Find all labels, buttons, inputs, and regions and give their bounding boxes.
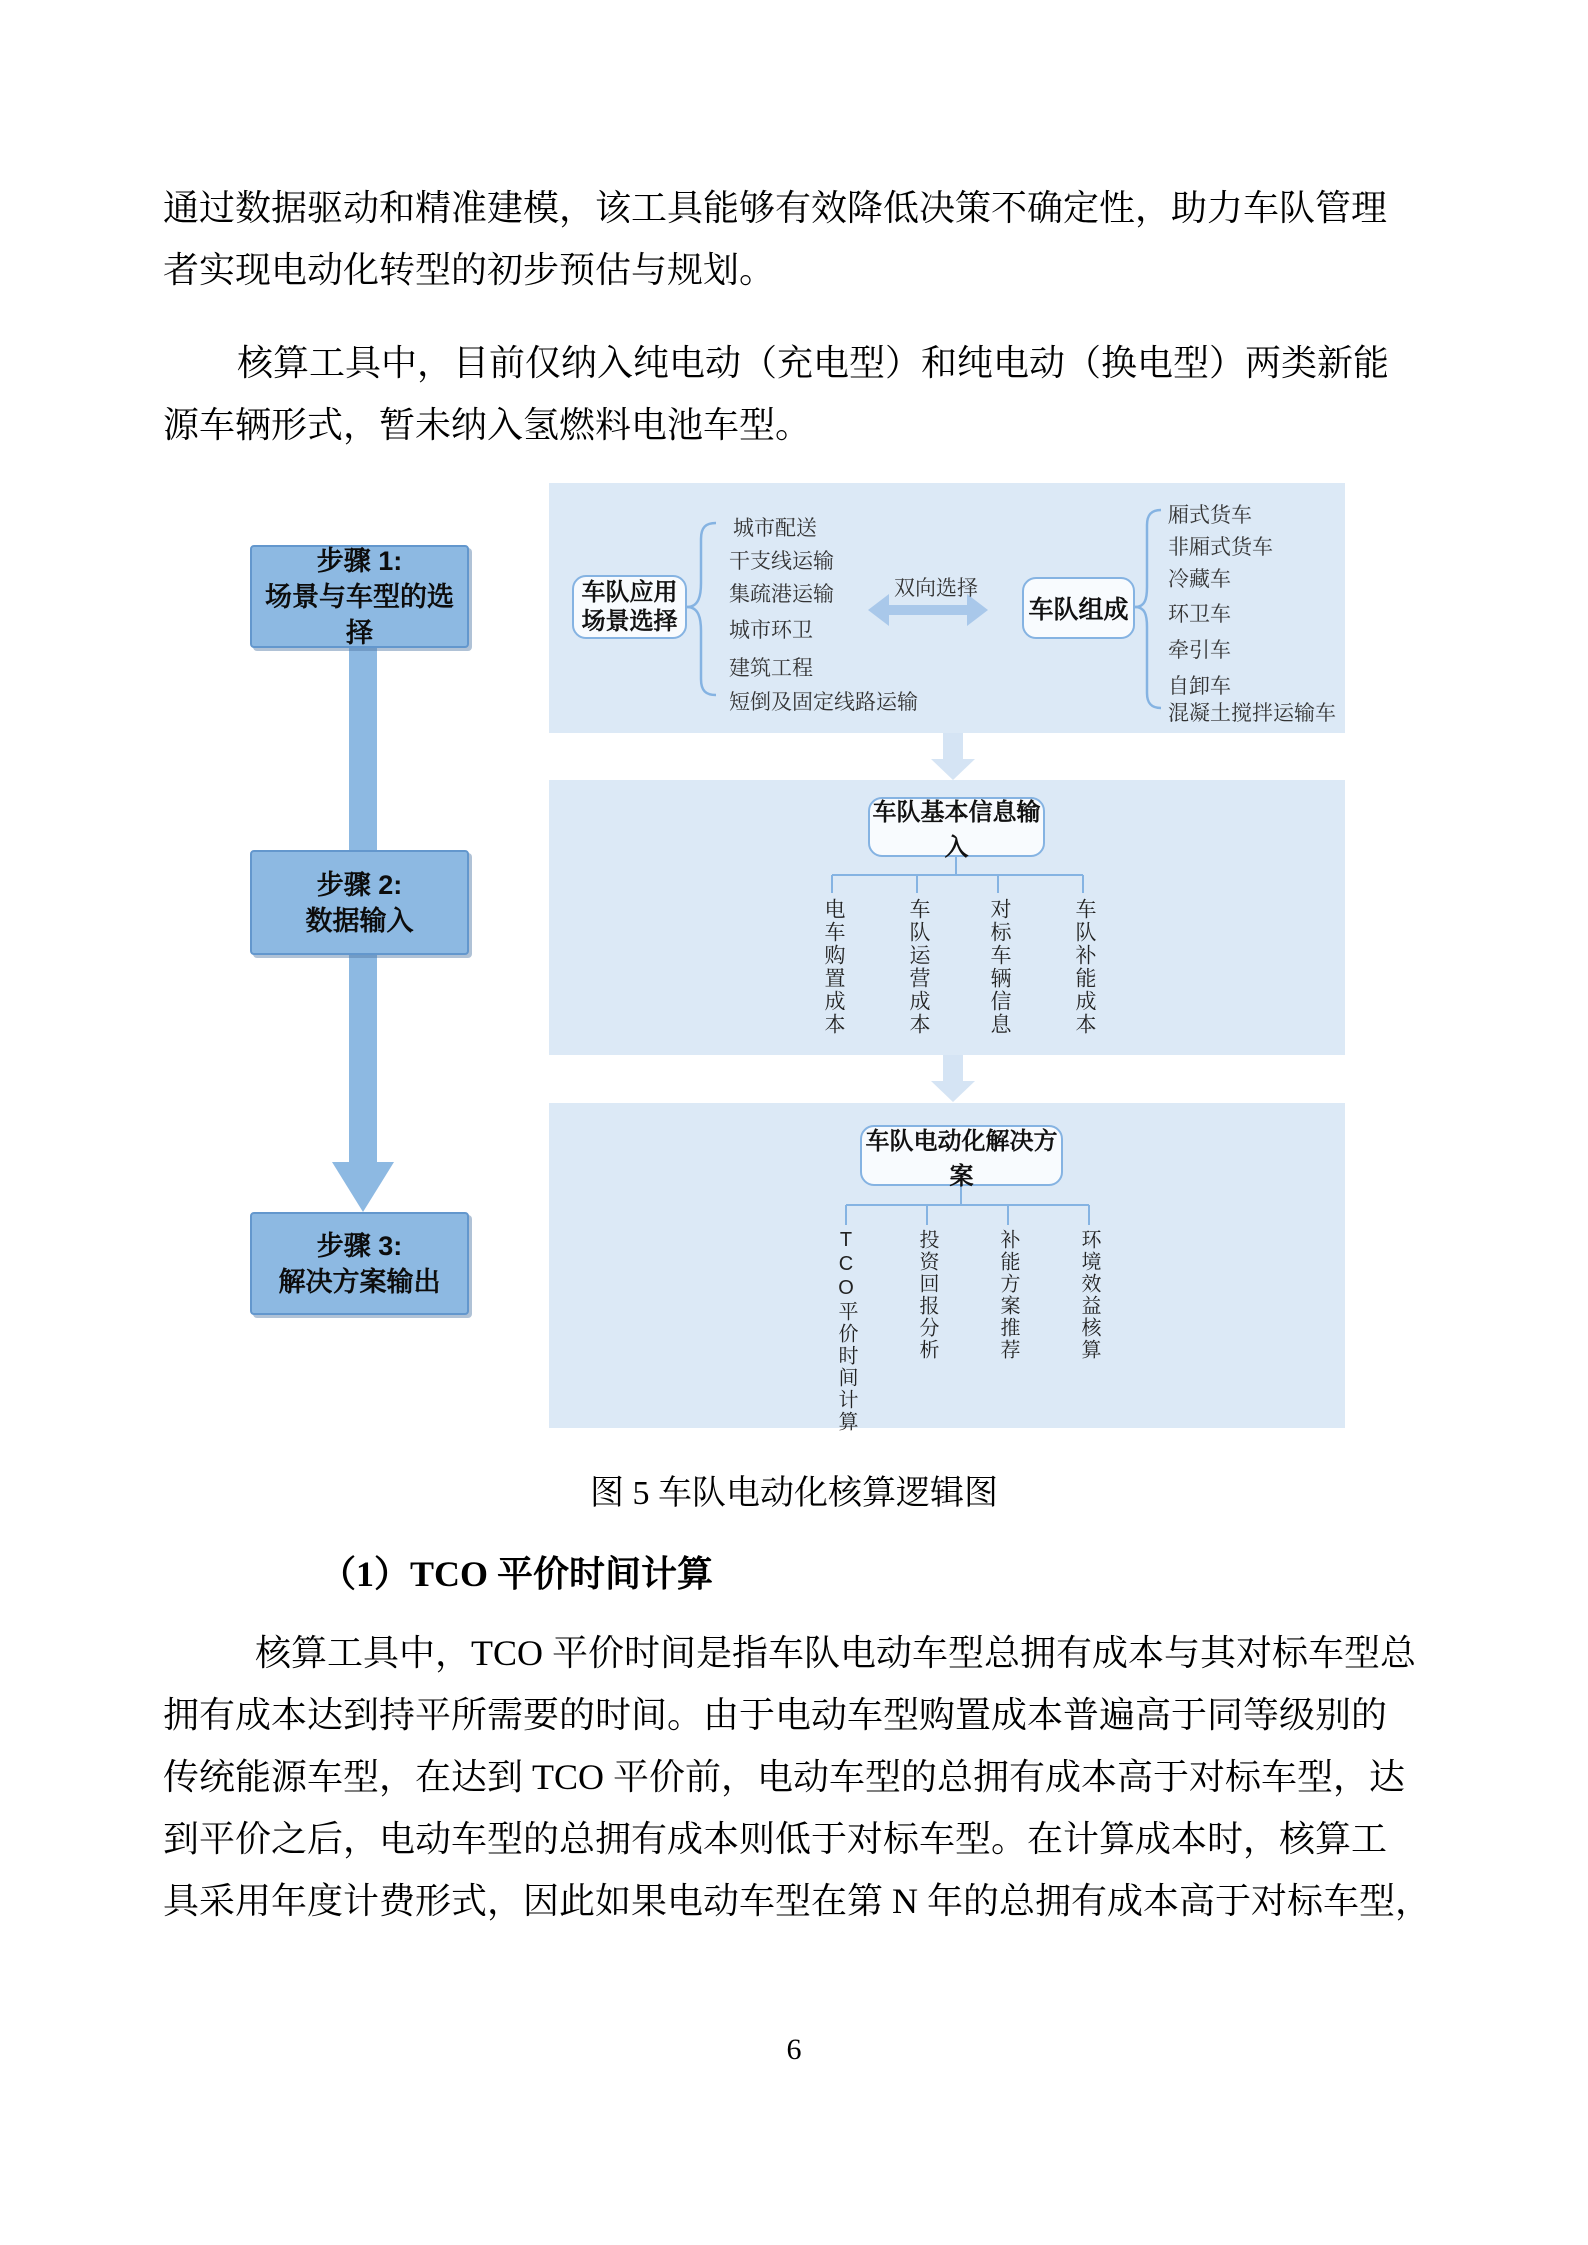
output-column: TCO平价时间计算 xyxy=(835,1229,857,1433)
section-heading: （1）TCO 平价时间计算 xyxy=(320,1554,714,1594)
step2-step3-connector xyxy=(349,952,377,1165)
scene-item: 短倒及固定线路运输 xyxy=(729,691,918,714)
electrification-solution-node xyxy=(860,1125,1063,1190)
panel-down-arrow-icon-2 xyxy=(923,1055,983,1103)
step1-step2-connector xyxy=(349,645,377,853)
paragraph2-line2: 源车辆形式，暂未纳入氢燃料电池车型。 xyxy=(163,405,812,445)
output-column: 投资回报分析 xyxy=(916,1229,938,1361)
output-column: 补能方案推荐 xyxy=(997,1229,1019,1361)
fleet-composition-node xyxy=(1022,577,1135,639)
step1-label: 场景与车型的选择 xyxy=(265,581,454,648)
scene-item: 城市配送 xyxy=(733,517,817,540)
step2-number: 步骤 2: xyxy=(316,869,403,900)
scene-selection-node xyxy=(572,575,687,639)
body-line1: 核算工具中，TCO 平价时间是指车队电动车型总拥有成本与其对标车型总 xyxy=(255,1633,1417,1673)
figure-caption: 图 5 车队电动化核算逻辑图 xyxy=(590,1475,998,1512)
body-line4: 到平价之后，电动车型的总拥有成本则低于对标车型。在计算成本时，核算工 xyxy=(163,1819,1388,1859)
paragraph2-line1: 核算工具中，目前仅纳入纯电动（充电型）和纯电动（换电型）两类新能 xyxy=(237,343,1390,383)
input-column: 对标车辆信息 xyxy=(988,898,1011,1036)
input-column: 车队补能成本 xyxy=(1073,898,1096,1036)
input-column: 电车购置成本 xyxy=(822,898,845,1036)
scene-node-line2: 场景选择 xyxy=(581,608,678,635)
down-arrowhead-icon xyxy=(332,1162,394,1212)
step3-number: 步骤 3: xyxy=(316,1230,403,1261)
scene-item: 建筑工程 xyxy=(729,657,813,680)
panel-down-arrow-icon-1 xyxy=(923,733,983,781)
step3-label: 解决方案输出 xyxy=(278,1266,441,1297)
fleet-basic-info-label: 车队基本信息输入 xyxy=(872,799,1041,861)
body-line3: 传统能源车型，在达到 TCO 平价前，电动车型的总拥有成本高于对标车型，达 xyxy=(163,1757,1406,1797)
body-line2: 拥有成本达到持平所需要的时间。由于电动车型购置成本普遍高于同等级别的 xyxy=(163,1695,1388,1735)
scene-node-line1: 车队应用 xyxy=(581,579,678,606)
page-number: 6 xyxy=(786,2033,802,2066)
vehicle-item: 非厢式货车 xyxy=(1168,536,1273,559)
input-column: 车队运营成本 xyxy=(907,898,930,1036)
scene-item: 集疏港运输 xyxy=(729,583,834,606)
paragraph1-line2: 者实现电动化转型的初步预估与规划。 xyxy=(163,250,776,290)
step2-label: 数据输入 xyxy=(305,905,414,936)
scene-item: 干支线运输 xyxy=(729,550,834,573)
body-line5: 具采用年度计费形式，因此如果电动车型在第 N 年的总拥有成本高于对标车型， xyxy=(163,1881,1431,1921)
vehicle-item: 牵引车 xyxy=(1168,639,1231,662)
output-column: 环境效益核算 xyxy=(1078,1229,1100,1361)
fleet-basic-info-node xyxy=(868,797,1045,861)
vehicle-item: 冷藏车 xyxy=(1168,568,1231,591)
step3-box xyxy=(250,1212,469,1315)
step1-number: 步骤 1: xyxy=(316,545,403,576)
vehicle-item: 自卸车 xyxy=(1168,675,1231,698)
electrification-solution-label: 车队电动化解决方案 xyxy=(865,1127,1058,1190)
paragraph1-line1: 通过数据驱动和精准建模，该工具能够有效降低决策不确定性，助力车队管理 xyxy=(163,188,1388,228)
vehicle-item: 环卫车 xyxy=(1168,603,1231,626)
scene-item: 城市环卫 xyxy=(729,619,813,642)
vehicle-item: 厢式货车 xyxy=(1168,504,1252,527)
bidirectional-arrow-label: 双向选择 xyxy=(894,577,978,600)
step2-box xyxy=(250,850,469,955)
fleet-node-label: 车队组成 xyxy=(1028,596,1129,624)
vehicle-item: 混凝土搅拌运输车 xyxy=(1168,702,1336,725)
step1-box xyxy=(250,545,469,648)
